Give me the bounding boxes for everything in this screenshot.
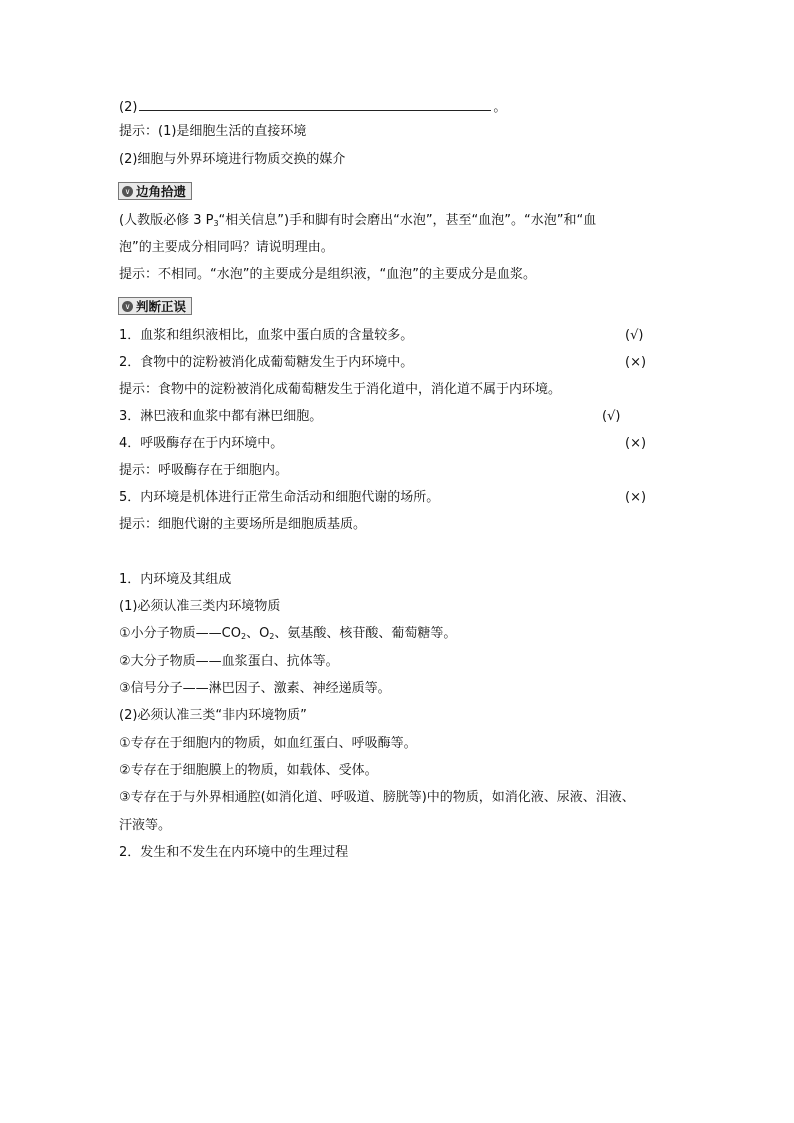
judge-hint-2: 提示：食物中的淀粉被消化成葡萄糖发生于消化道中，消化道不属于内环境。	[119, 382, 562, 397]
judge-mark-5: (×)	[625, 490, 647, 505]
judge-hint-5: 提示：细胞代谢的主要场所是细胞质基质。	[119, 517, 367, 532]
judge-section-badge	[118, 297, 192, 315]
summary-item-6-line2: 汗液等。	[119, 818, 172, 833]
hint-line-1: 提示：(1)是细胞生活的直接环境	[119, 124, 307, 139]
summary-item-6-line1: ③专存在于与外界相通腔(如消化道、呼吸道、膀胱等)中的物质，如消化液、尿液、泪液、	[119, 790, 635, 805]
judge-item-3: 3．淋巴液和血浆中都有淋巴细胞。	[119, 409, 323, 424]
corner-badge-label: 边角拾遗	[136, 184, 187, 199]
summary-item-5: ②专存在于细胞膜上的物质，如载体、受体。	[119, 763, 378, 778]
hint-line-2: (2)细胞与外界环境进行物质交换的媒介	[119, 152, 346, 167]
summary-sub-2: (2)必须认准三类“非内环境物质”	[119, 708, 307, 723]
corner-question-line-1	[119, 213, 596, 232]
summary-item1-b: 、O	[246, 626, 270, 641]
judge-mark-1: (√)	[625, 328, 644, 343]
judge-item-4: 4．呼吸酶存在于内环境中。	[119, 436, 284, 451]
judge-hint-4: 提示：呼吸酶存在于细胞内。	[119, 463, 289, 478]
blank-question-line	[119, 98, 506, 116]
judge-mark-4: (×)	[625, 436, 647, 451]
judge-item-1: 1．血浆和组织液相比，血浆中蛋白质的含量较多。	[119, 328, 414, 343]
summary-item1-sub1: 2	[240, 632, 247, 641]
judge-item-2: 2．食物中的淀粉被消化成葡萄糖发生于内环境中。	[119, 355, 414, 370]
judge-mark-2: (×)	[625, 355, 647, 370]
judge-mark-3: (√)	[602, 409, 621, 424]
judge-item-5: 5．内环境是机体进行正常生命活动和细胞代谢的场所。	[119, 490, 440, 505]
blank-question-label: (2)	[119, 100, 138, 115]
summary-heading-2: 2．发生和不发生在内环境中的生理过程	[119, 845, 349, 860]
corner-hint: 提示：不相同。“水泡”的主要成分是组织液，“血泡”的主要成分是血浆。	[119, 267, 536, 282]
summary-item-2: ②大分子物质——血浆蛋白、抗体等。	[119, 654, 339, 669]
chevron-circle-icon: ∨	[122, 301, 133, 312]
chevron-circle-icon: ∨	[122, 186, 133, 197]
corner-line1-sub: 3	[213, 219, 219, 228]
corner-line1-part1: (人教版必修 3 P	[119, 213, 214, 228]
summary-sub-1: (1)必须认准三类内环境物质	[119, 599, 281, 614]
corner-section-badge	[118, 182, 192, 200]
answer-blank	[139, 98, 491, 111]
summary-heading-1: 1．内环境及其组成	[119, 572, 232, 587]
summary-item1-c: 、氨基酸、核苷酸、葡萄糖等。	[274, 626, 457, 641]
corner-question-line-2: 泡”的主要成分相同吗？请说明理由。	[119, 240, 334, 255]
summary-item-4: ①专存在于细胞内的物质，如血红蛋白、呼吸酶等。	[119, 736, 417, 751]
corner-line1-part2: “相关信息”)手和脚有时会磨出“水泡”，甚至“血泡”。“水泡”和“血	[218, 213, 597, 228]
judge-badge-label: 判断正误	[136, 299, 187, 314]
blank-question-end: 。	[493, 100, 507, 115]
summary-item1-sub2: 2	[269, 632, 275, 641]
summary-item-3: ③信号分子——淋巴因子、激素、神经递质等。	[119, 681, 391, 696]
summary-item1-a: ①小分子物质——CO	[119, 626, 241, 641]
summary-item-1	[119, 626, 456, 645]
